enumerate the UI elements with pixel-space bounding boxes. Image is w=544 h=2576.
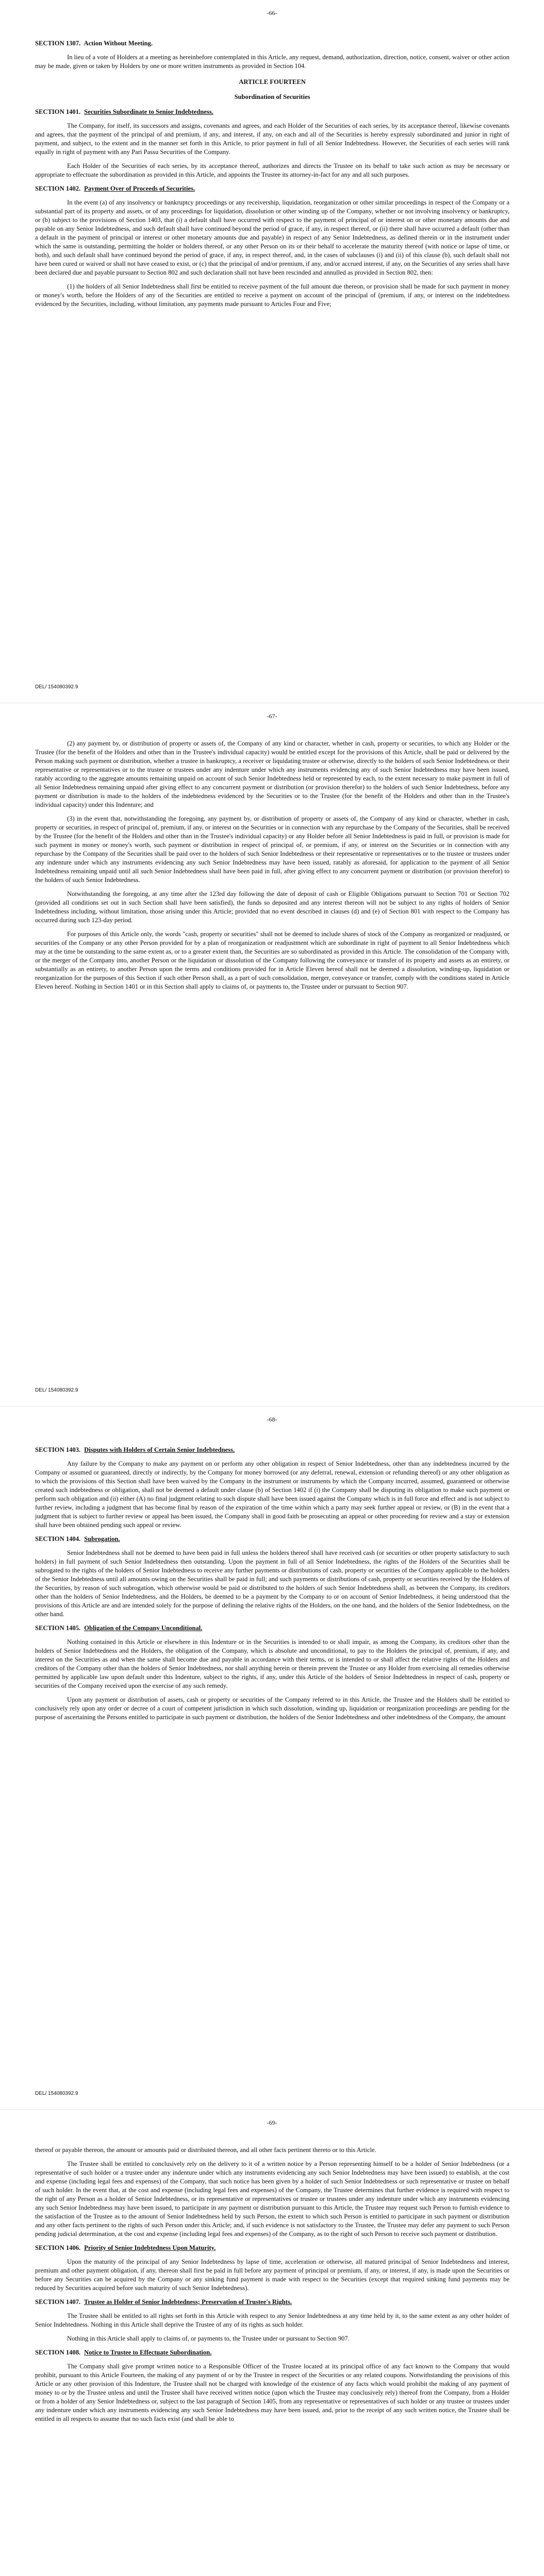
paragraph: Senior Indebtedness shall not be deemed to have been paid in full unless the holders thereof shall have received cash (or securities or other property satisfactory to such holders) in full payment of such Senior Indebtedness then outstanding. Upon the payment in full of all Senior Indebtedness, the rights of the Holders of the Securities shall be subrogated to the rights of the holders of Senior Indebtedness to receive any further payments or distributions of cash, property or securities of the Company applicable to the holders of the Senior Indebtedness until all amounts owing on the Securities shall be paid in full; and such payments or distributions of cash, property or securities received by the Holders of the Securities, by reason of such subrogation, which otherwise would be paid or distributed to the holders of such Senior Indebtedness shall, as between the Company, its creditors other than the holders of Senior Indebtedness, and the Holders, be deemed to be a payment by the Company to or on account of Senior Indebtedness, it being understood that the provisions of this Article are and are intended solely for the purpose of defining the relative rights of the Holders, on the one hand, and the holders of the Senior Indebtedness, on the other hand. [35, 1549, 509, 1618]
section-title: Subrogation. [84, 1535, 120, 1543]
paragraph: In the event (a) of any insolvency or bankruptcy proceedings or any receivership, liquidation, reorganization or other similar proceedings in respect of the Company or a substantial part of its property and assets, or of any proceedings for liquidation, dissolution or other winding up of the Company, whether or not involving insolvency or bankruptcy, or (b) subject to the provisions of Section 1403, that (i) a default shall have occurred with respect to the payment of principal of or interest on or other monetary amounts due and payable on any Senior Indebtedness, and such default shall have continued beyond the period of grace, if any, in respect thereof, or (ii) there shall have occurred a default (other than a default in the payment of principal or interest or other monetary amounts due and payable) in respect of any Senior Indebtedness, as defined therein or in the instrument under which the same is outstanding, permitting the holder or holders thereof, or any other Person on its or their behalf to accelerate the maturity thereof (with notice or lapse of time, or both), and such default shall have continued beyond the period of grace, if any, in respect thereof, and, in the cases of subclauses (i) and (ii) of this clause (b), such default shall not have been cured or waived or shall not have ceased to exist, or (c) that the principal of and/or premium, if any, and/or accrued interest, if any, on the Securities of any series shall have been declared due and payable pursuant to Section 802 and such declaration shall not have been rescinded and annulled as provided in Section 802, then: [35, 199, 509, 276]
section-heading-1403 [35, 1446, 509, 1454]
page-69 [0, 2110, 544, 2576]
section-title: Securities Subordinate to Senior Indebtedness. [84, 108, 213, 115]
page-number: -66- [267, 9, 277, 16]
page-body [35, 739, 509, 996]
section-heading-1407 [35, 2298, 509, 2307]
paragraph: The Company shall give prompt written notice to a Responsible Officer of the Trustee located at its principal office of any fact known to the Company that would prohibit, pursuant to this Article Fourteen, the making of any payment of or by the Trustee in respect of the Securities or any related coupons. Notwithstanding the provisions of this Article or any other provision of this Indenture, the Trustee shall not be charged with knowledge of the existence of any facts which would prohibit the making of any payment of money to or by the Trustee unless and until the Trustee shall have received written notice (upon which the Trustee may conclusively rely) thereof from the Company, from a Holder or from a holder of any Senior Indebtedness or, subject to the last paragraph of Section 1405, from any representative or representatives of such holder or any trustee or trustees under any indenture under which any instruments evidencing any such Senior Indebtedness may have been issued, and, prior to the receipt of any such written notice, the Trustee shall be entitled in all respects to assume that no such facts exist (and shall be able to [35, 2363, 509, 2422]
page-body [35, 36, 509, 314]
section-title: Payment Over of Proceeds of Securities. [84, 185, 195, 192]
page-66 [0, 0, 544, 703]
section-heading-1401 [35, 108, 509, 116]
section-title: Obligation of the Company Unconditional. [84, 1624, 203, 1632]
paragraph: Notwithstanding the foregoing, at any time after the 123rd day following the date of deposit of cash or Eligible Obligations pursuant to Section 701 or Section 702 (provided all conditions set out in such Section shall have been satisfied), the funds so deposited and any interest thereon will not be subject to any rights of holders of Senior Indebtedness including, without limitation, those arising under this Article; provided that no event described in clauses (d) and (e) of Section 801 with respect to the Company has occurred during such 123-day period. [35, 890, 509, 924]
paragraph: Upon the maturity of the principal of any Senior Indebtedness by lapse of time, acceleration or otherwise, all matured principal of Senior Indebtedness and interest, premium and other payment obligation, if any, thereon shall first be paid in full before any payment of principal or premium, if any, or interest, if any, is made upon the Securities or before any Securities can be acquired by the Company or any sinking fund payment is made with respect to the Securities (except that required sinking fund payments may be reduced by Securities acquired before such maturity of such Senior Indebtedness). [35, 2258, 509, 2292]
article-title: ARTICLE FOURTEEN [239, 78, 306, 86]
page-body [35, 1443, 509, 1727]
section-title: Priority of Senior Indebtedness Upon Maturity. [84, 2244, 216, 2251]
section-number: SECTION 1405. [35, 1624, 81, 1632]
page-number: -68- [267, 1416, 277, 1423]
section-title: Notice to Trustee to Effectuate Subordination. [84, 2349, 212, 2356]
section-number: SECTION 1401. [35, 108, 81, 115]
document-footer: DEL/ 154080392.9 [35, 684, 78, 690]
section-heading-1404 [35, 1535, 509, 1544]
page-number: -67- [267, 713, 277, 720]
page-67 [0, 703, 544, 1406]
section-number: SECTION 1307. [35, 40, 81, 47]
section-heading-1406 [35, 2244, 509, 2252]
paragraph: Any failure by the Company to make any payment on or perform any other obligation in respect of Senior Indebtedness, other than any indebtedness incurred by the Company or assumed or guaranteed, directly or indirectly, by the Company for money borrowed (or any deferral, renewal, extension or refunding thereof) or any other obligation as to which the provisions of this Section shall have been waived by the Company in the instrument or instruments by which the Company incurred, assumed, guaranteed or otherwise created such indebtedness or obligation, shall not be deemed a default under clause (b) of Section 1402 if (i) the Company shall be disputing its obligation to make such payment or perform such obligation and (ii) either (A) no final judgment relating to such dispute shall have been issued against the Company which is in full force and effect and is not subject to further review, including a judgment that has become final by reason of the expiration of the time within which a party may seek further appeal or review, or (B) in the event that a judgment that is subject to further review or appeal has been issued, the Company shall in good faith be prosecuting an appeal or other proceeding for review and a stay or extension shall have been obtained pending such appeal or review. [35, 1460, 509, 1529]
section-heading-1402 [35, 184, 509, 193]
section-number: SECTION 1404. [35, 1535, 81, 1543]
paragraph: The Trustee shall be entitled to all rights set forth in this Article with respect to any Senior Indebtedness at any time held by it, to the same extent as any other holder of Senior Indebtedness. Nothing in this Article shall deprive the Trustee of any of its rights as such holder. [35, 2312, 509, 2328]
page-68 [0, 1406, 544, 2110]
page-body [35, 2146, 509, 2429]
paragraph: Each Holder of the Securities of each series, by its acceptance thereof, authorizes and directs the Trustee on its behalf to take such action as may be necessary or appropriate to effectuate the subordination as provided in this Article, and appoints the Trustee its attorney-in-fact for any and all such purposes. [35, 162, 509, 178]
section-number: SECTION 1403. [35, 1446, 81, 1453]
section-number: SECTION 1407. [35, 2298, 81, 2306]
paragraph: For purposes of this Article only, the words "cash, property or securities" shall not be deemed to include shares of stock of the Company as reorganized or readjusted, or securities of the Company or any other Person provided for by a plan of reorganization or readjustment which are subordinate in right of payment to all Senior Indebtedness which may at the time be outstanding to the same extent as, or to a greater extent than, the Securities are so subordinated as provided in this Article. The consolidation of the Company with, or the merger of the Company into, another Person or the liquidation or dissolution of the Company following the conveyance or transfer of its property and assets as an entirety, or substantially as an entirety, to another Person upon the terms and conditions provided for in Article Eleven hereof shall not be deemed a dissolution, winding-up, liquidation or reorganization for the purposes of this Section if such other Person shall, as a part of such consolidation, merger, conveyance or transfer, comply with the conditions stated in Article Eleven hereof. Nothing in Section 1401 or in this Section shall apply to claims of, or payments to, the Trustee under or pursuant to Section 907. [35, 930, 509, 990]
section-number: SECTION 1402. [35, 185, 81, 192]
section-heading-1307 [35, 39, 509, 48]
page-number: -69- [267, 2119, 277, 2126]
document-footer: DEL/ 154080392.9 [35, 1387, 78, 1393]
document-footer: DEL/ 154080392.9 [35, 2091, 78, 2096]
paragraph: The Trustee shall be entitled to conclusively rely on the delivery to it of a written notice by a Person representing himself to be a holder of Senior Indebtedness (or a representative of such holder or a trustee under any indenture under which any instruments evidencing any such Senior Indebtedness may have been issued) to establish, at the cost and expense (including legal fees and expenses) of the Company, that such notice has been given by a holder of such Senior Indebtedness or such representative or trustee on behalf of such holder. In the event that, at the cost and expense (including legal fees and expenses) of the Company, the Trustee determines that further evidence is required with respect to the right of any Person as a holder of Senior Indebtedness, or its representative or representatives or trustee or trustees under any indenture under which any instruments evidencing any such Senior Indebtedness may have been issued, to participate in any payment or distribution pursuant to this Article, the Trustee may request such Person to furnish evidence to the satisfaction of the Trustee as to the amount of Senior Indebtedness held by such Person, the extent to which such Person is entitled to participate in such payment or distribution and any other facts pertinent to the rights of such Person under this Article; and, if such evidence is not satisfactory to the Trustee, the Trustee may defer any payment to such Person pending judicial determination, at the cost and expense (including legal fees and expenses) of the Company, as to the right of such Person to receive such payment or distribution. [35, 2160, 509, 2238]
paragraph: Upon any payment or distribution of assets, cash or property or securities of the Company referred to in this Article, the Trustee and the Holders shall be entitled to conclusively rely upon any order or decree of a court of competent jurisdiction in which such dissolution, winding up, liquidation or reorganization proceedings are pending for the purpose of ascertaining the Persons entitled to participate in such payment or distribution, the holders of the Senior Indebtedness and other indebtedness of the Company, the amount [35, 1696, 509, 1721]
list-item: (3) in the event that, notwithstanding the foregoing, any payment by, or distribution of property or assets of, the Company of any kind or character, whether in cash, property or securities, in respect of principal of, premium, if any, or interest on the Securities or in connection with any repurchase by the Company of the Securities, shall be received by the Trustee (for the benefit of the Holders and other than in the Trustee's individual capacity) or any Holder before all Senior Indebtedness is paid in full, or provision is made for such payment in money or money's worth, such payment or distribution in respect of principal of, or premium, if any, or interest on the Securities or in connection with any repurchase by the Company of the Securities shall be paid over to the holders of such Senior Indebtedness or their representative or representatives or to the trustee or trustees under any indenture under which any instruments evidencing any such Senior Indebtedness may have been issued, ratably as aforesaid, for application to the payment of all Senior Indebtedness remaining unpaid until all such Senior Indebtedness shall have been paid in full, after giving effect to any concurrent payment or distribution (or provision therefor) to the holders of such Senior Indebtedness. [35, 815, 509, 884]
section-title: Disputes with Holders of Certain Senior Indebtedness. [84, 1446, 235, 1453]
paragraph: The Company, for itself, its successors and assigns, covenants and agrees, and each Holder of the Securities of each series, by its acceptance thereof, likewise covenants and agrees, that the payment of the principal of and premium, if any, and interest, if any, on each and all of the Securities is hereby expressly subordinated and junior in right of payment, and subject, to the extent and in the manner set forth in this Article, to prior payment in full of all Senior Indebtedness. However, the Securities of each series will rank equally in right of payment with any Pari Passu Securities of the Company. [35, 122, 509, 156]
list-item: (1) the holders of all Senior Indebtedness shall first be entitled to receive payment of the full amount due thereon, or provision shall be made for such payment in money or money's worth, before the Holders of any of the Securities are entitled to receive a payment on account of the principal of (premium, if any, or interest on the indebtedness evidenced by the Securities, including, without limitation, any payments made pursuant to Articles Four and Five; [35, 283, 509, 308]
paragraph: In lieu of a vote of Holders at a meeting as hereinbefore contemplated in this Article, any request, demand, authorization, direction, notice, consent, waiver or other action may be made, given or taken by Holders by one or more written instruments as provided in Section 104. [35, 54, 509, 70]
list-item: (2) any payment by, or distribution of property or assets of, the Company of any kind or character, whether in cash, property or securities, to which any Holder or the Trustee (for the benefit of the Holders and other than in the Trustee's individual capacity) would be entitled except for the provisions of this Article, shall be paid or delivered by the Person making such payment or distribution, whether a trustee in bankruptcy, a receiver or liquidating trustee or otherwise, directly to the holders of such Senior Indebtedness or their representative or representatives or to the trustee or trustees under any indenture under which any instruments evidencing any of such Senior Indebtedness may have been issued, ratably according to the aggregate amounts remaining unpaid on account of such Senior Indebtedness held or represented by each, to the extent necessary to make payment in full of all Senior Indebtedness remaining unpaid after giving effect to any concurrent payment or distribution (or provision therefor) to the holders of such Senior Indebtedness, before any payment or distribution is made to the holders of the indebtedness evidenced by the Securities or to the Trustee (for the benefit of the Holders and other than in the Trustee's individual capacity) under this Indenture; and [35, 740, 509, 808]
section-heading-1408 [35, 2348, 509, 2357]
section-title: Action Without Meeting. [84, 40, 153, 47]
section-heading-1405 [35, 1624, 509, 1633]
paragraph: Nothing contained in this Article or elsewhere in this Indenture or in the Securities is intended to or shall impair, as among the Company, its creditors other than the holders of Senior Indebtedness and the Holders, the obligation of the Company, which is absolute and unconditional, to pay to the Holders the principal of, premium, if any, and interest on the Securities as and when the same shall become due and payable in accordance with their terms, or is intended to or shall affect the relative rights of the Holders and creditors of the Company other than the holders of Senior Indebtedness, nor shall anything herein or therein prevent the Trustee or any Holder from exercising all remedies otherwise permitted by applicable law upon default under this Indenture, subject to the rights, if any, under this Article of the holders of Senior Indebtedness in respect of cash, property or securities of the Company received upon the exercise of any such remedy. [35, 1638, 509, 1689]
paragraph: Nothing in this Article shall apply to claims of, or payments to, the Trustee under or pursuant to Section 907. [67, 2335, 350, 2342]
section-number: SECTION 1406. [35, 2244, 81, 2251]
section-number: SECTION 1408. [35, 2349, 81, 2356]
paragraph: thereof or payable thereon, the amount or amounts paid or distributed thereon, and all other facts pertinent thereto or to this Article. [35, 2146, 376, 2154]
article-subtitle: Subordination of Securities [234, 93, 310, 100]
section-title: Trustee as Holder of Senior Indebtedness; Preservation of Trustee's Rights. [84, 2298, 292, 2306]
